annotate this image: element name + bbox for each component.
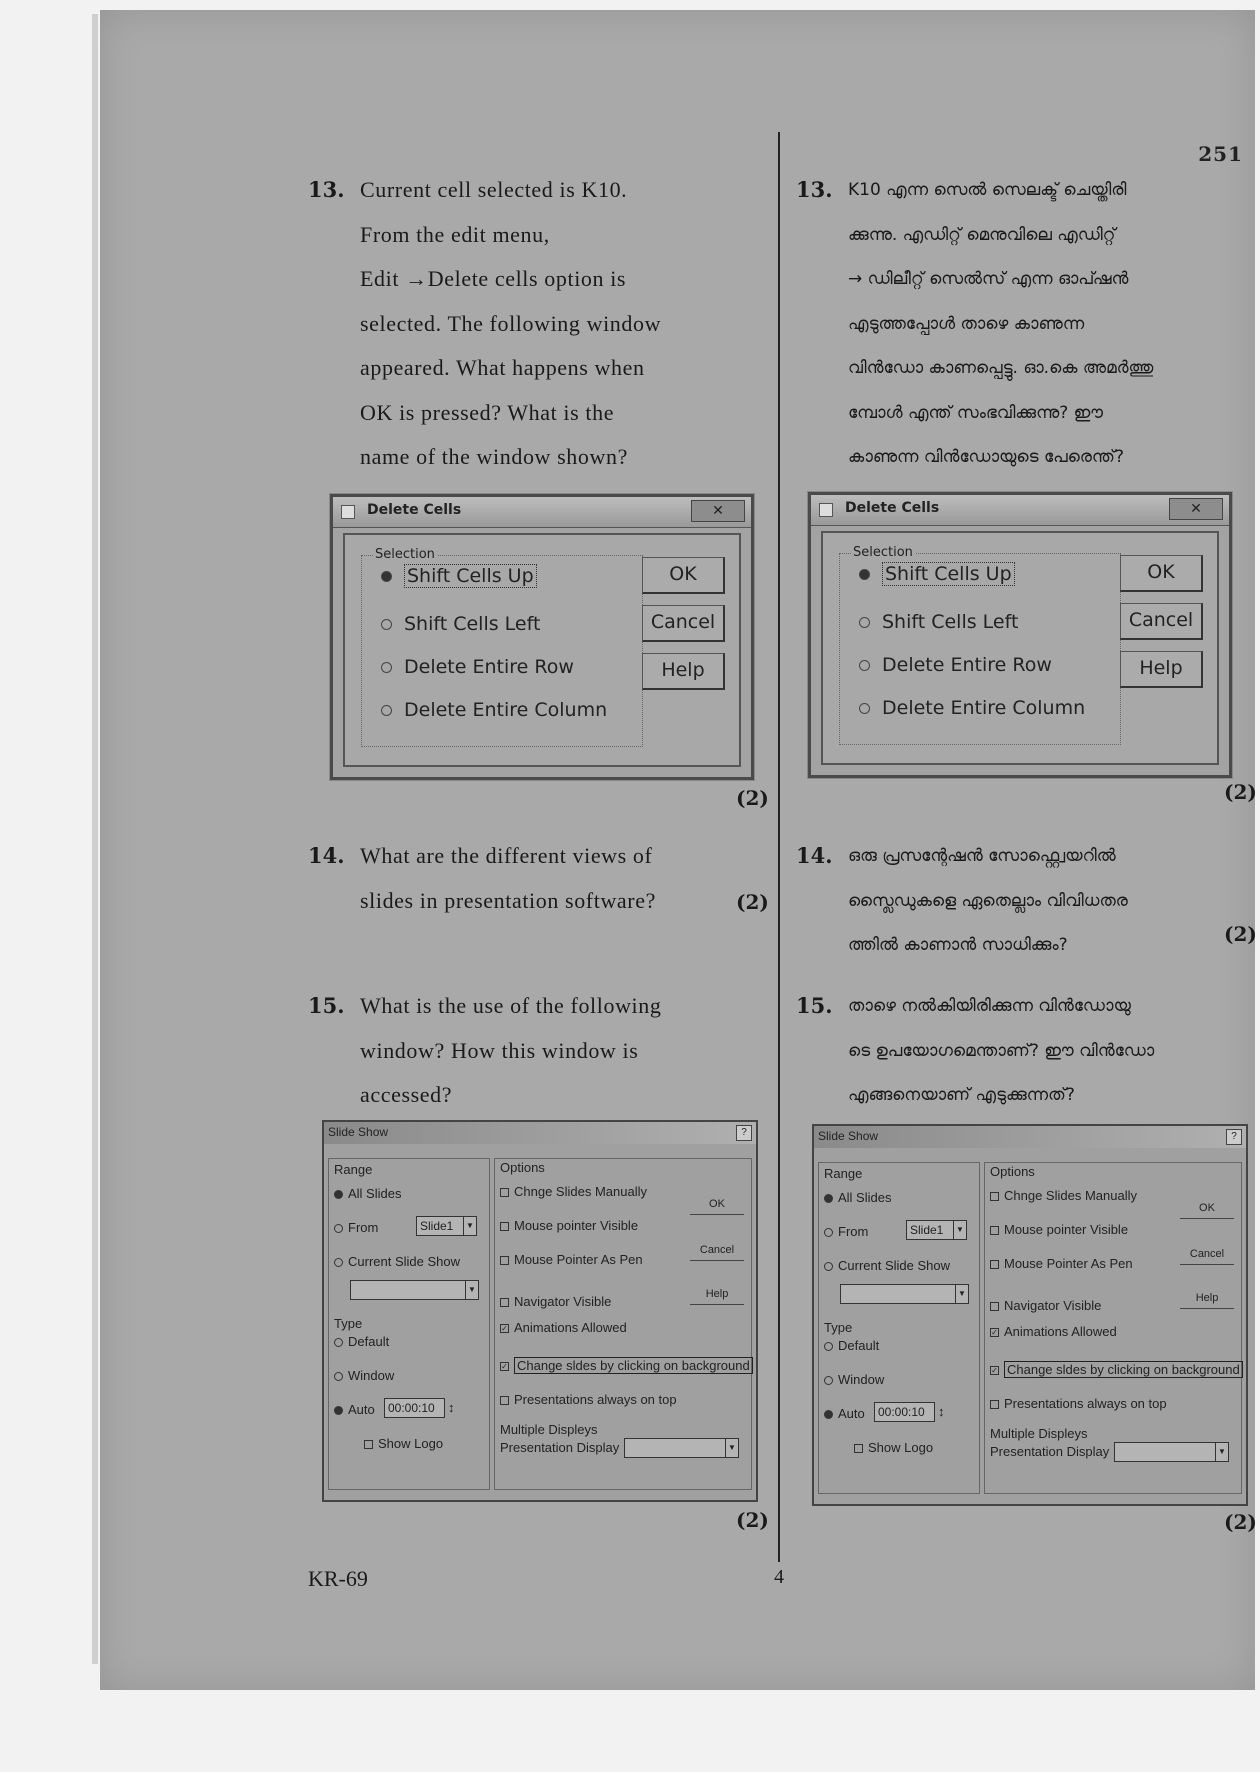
radio-icon[interactable] — [381, 705, 392, 716]
radio-selected-icon[interactable] — [859, 569, 870, 580]
dialog-body — [343, 533, 741, 767]
option-label: Shift Cells Up — [404, 564, 537, 588]
q15-line: window? How this window is — [360, 1037, 639, 1063]
option-label: Chnge Slides Manually — [1004, 1188, 1137, 1203]
option-shift-cells-left[interactable] — [859, 611, 1018, 633]
slide-show-dialog — [322, 1120, 758, 1502]
checkbox-icon[interactable] — [990, 1226, 999, 1235]
option-label: Delete Entire Column — [404, 699, 608, 721]
auto-time-value: 00:00:10 — [388, 1401, 435, 1415]
opt-animations[interactable] — [500, 1320, 627, 1335]
option-label: Mouse pointer Visible — [1004, 1222, 1129, 1237]
multiple-displays-label: Multiple Displeys — [990, 1426, 1088, 1441]
radio-icon[interactable] — [824, 1376, 833, 1385]
range-all-slides[interactable] — [334, 1186, 401, 1201]
chevron-down-icon[interactable]: ▼ — [463, 1217, 476, 1235]
option-label: Mouse pointer Visible — [514, 1218, 639, 1233]
question-number: 14. — [308, 843, 345, 868]
help-button[interactable]: Help — [690, 1284, 744, 1305]
from-value: Slide1 — [910, 1223, 944, 1237]
q13-marks-ml: (2) — [1224, 780, 1257, 804]
option-label: Animations Allowed — [514, 1320, 627, 1335]
ok-button[interactable]: OK — [642, 557, 725, 594]
range-from[interactable] — [824, 1224, 868, 1239]
question-number: 14. — [796, 843, 833, 868]
option-label: Default — [838, 1338, 880, 1353]
paper-code: KR-69 — [308, 1566, 368, 1591]
option-label: Default — [348, 1334, 390, 1349]
checkbox-icon[interactable] — [990, 1192, 999, 1201]
checkmark-icon[interactable]: ✓ — [501, 1362, 508, 1372]
opt-always-on-top[interactable] — [500, 1392, 677, 1407]
q13-line: Edit →Delete cells option is — [360, 266, 627, 291]
option-label: All Slides — [348, 1186, 402, 1201]
option-delete-entire-column[interactable] — [859, 697, 1085, 719]
range-label: Range — [334, 1162, 373, 1177]
q15-malayalam — [796, 984, 1206, 1118]
checkmark-icon[interactable]: ✓ — [991, 1366, 998, 1376]
ok-button[interactable]: OK — [1120, 555, 1203, 592]
q13-ml-line: വിൻഡോ കാണപ്പെട്ടു. ഓ.കെ അമർത്തു — [848, 358, 1154, 378]
radio-icon[interactable] — [381, 619, 392, 630]
q13-line: Current cell selected is K10. — [360, 177, 628, 202]
option-label: Window — [348, 1368, 395, 1383]
opt-mouse-pen[interactable] — [500, 1252, 643, 1267]
show-logo-checkbox[interactable] — [364, 1436, 443, 1451]
presentation-display-select[interactable] — [1114, 1442, 1229, 1462]
checkbox-icon[interactable] — [500, 1188, 509, 1197]
q13-ml-line: → ഡിലീറ്റ് സെൽസ് എന്ന ഓപ്ഷൻ — [848, 269, 1129, 289]
q13-line: OK is pressed? What is the — [360, 399, 615, 425]
opt-change-manually[interactable] — [500, 1184, 647, 1199]
q15-marks-ml: (2) — [1224, 1510, 1257, 1534]
dialog-title: Delete Cells — [845, 500, 940, 516]
from-select[interactable] — [416, 1216, 477, 1236]
dialog-title: Slide Show — [818, 1129, 879, 1143]
ok-button[interactable]: OK — [1180, 1198, 1234, 1219]
current-show-select[interactable] — [840, 1284, 969, 1304]
checkbox-icon[interactable] — [990, 1302, 999, 1311]
question-number: 13. — [796, 177, 833, 202]
type-default[interactable] — [824, 1338, 879, 1353]
auto-time-field[interactable] — [874, 1402, 935, 1422]
opt-always-on-top[interactable] — [990, 1396, 1167, 1411]
option-label: All Slides — [838, 1190, 892, 1205]
q14-english — [308, 834, 728, 923]
title-bar — [814, 1126, 1246, 1148]
window-icon — [341, 505, 355, 519]
checkmark-icon[interactable]: ✓ — [991, 1328, 998, 1338]
cancel-button[interactable]: Cancel — [1120, 603, 1203, 640]
q13-ml-line: കാണുന്ന വിൻഡോയുടെ പേരെന്ത്? — [848, 447, 1124, 467]
selection-label: Selection — [375, 547, 435, 562]
chevron-down-icon[interactable]: ▼ — [955, 1285, 968, 1303]
auto-time-value: 00:00:10 — [878, 1405, 925, 1419]
title-bar — [333, 497, 751, 528]
q15-ml-line: എങ്ങനെയാണ് എടുക്കുന്നത്? — [848, 1085, 1075, 1105]
option-label: Shift Cells Left — [404, 613, 541, 635]
q15-english — [308, 984, 728, 1118]
chevron-down-icon[interactable]: ▼ — [725, 1439, 738, 1457]
question-number: 15. — [308, 993, 345, 1018]
ok-button[interactable]: OK — [690, 1194, 744, 1215]
show-logo-checkbox[interactable] — [854, 1440, 933, 1455]
radio-selected-icon[interactable] — [334, 1190, 343, 1199]
option-label: Change sldes by clicking on background — [1004, 1361, 1243, 1378]
checkbox-icon[interactable] — [500, 1222, 509, 1231]
type-window[interactable] — [824, 1372, 884, 1387]
option-label: Delete Entire Row — [404, 656, 574, 678]
radio-icon[interactable] — [334, 1338, 343, 1347]
presentation-display-label: Presentation Display — [500, 1440, 620, 1455]
window-icon — [819, 503, 833, 517]
q13-marks: (2) — [736, 786, 769, 810]
option-label: Shift Cells Left — [882, 611, 1019, 633]
option-delete-entire-column[interactable] — [381, 699, 607, 721]
q13-line: From the edit menu, — [360, 221, 550, 247]
radio-selected-icon[interactable] — [824, 1410, 833, 1419]
radio-icon[interactable] — [859, 660, 870, 671]
range-all-slides[interactable] — [824, 1190, 891, 1205]
option-delete-entire-row[interactable] — [859, 654, 1052, 676]
q14-ml-line: സ്ലൈഡുകളെ ഏതെല്ലാം വിവിധതര — [848, 890, 1128, 911]
q13-line: appeared. What happens when — [360, 355, 645, 380]
checkbox-icon[interactable] — [990, 1260, 999, 1269]
radio-icon[interactable] — [859, 703, 870, 714]
radio-icon[interactable] — [334, 1372, 343, 1381]
option-label: Mouse Pointer As Pen — [514, 1252, 643, 1267]
options-label: Options — [500, 1160, 545, 1175]
opt-mouse-pen[interactable] — [990, 1256, 1133, 1271]
radio-selected-icon[interactable] — [381, 571, 392, 582]
q14-line: What are the different views of — [360, 843, 653, 868]
dialog-title: Slide Show — [328, 1125, 389, 1139]
close-icon[interactable]: ✕ — [691, 500, 745, 522]
presentation-display-select[interactable] — [624, 1438, 739, 1458]
presentation-display-label: Presentation Display — [990, 1444, 1110, 1459]
radio-icon[interactable] — [824, 1228, 833, 1237]
option-label: Current Slide Show — [838, 1258, 950, 1273]
q15-line: What is the use of the following — [360, 993, 662, 1018]
q13-malayalam — [796, 168, 1206, 480]
checkbox-icon[interactable] — [500, 1298, 509, 1307]
option-label: Delete Entire Row — [882, 654, 1052, 676]
checkmark-icon[interactable]: ✓ — [501, 1324, 508, 1334]
opt-change-manually[interactable] — [990, 1188, 1137, 1203]
option-label: Animations Allowed — [1004, 1324, 1117, 1339]
title-bar — [324, 1122, 756, 1144]
radio-icon[interactable] — [859, 617, 870, 628]
help-button[interactable]: Help — [642, 653, 725, 690]
auto-time-field[interactable] — [384, 1398, 445, 1418]
from-select[interactable] — [906, 1220, 967, 1240]
option-label: Shift Cells Up — [882, 562, 1015, 586]
type-label: Type — [824, 1320, 853, 1335]
multiple-displays-label: Multiple Displeys — [500, 1422, 598, 1437]
close-icon[interactable]: ✕ — [1169, 498, 1223, 520]
selection-label: Selection — [853, 545, 913, 560]
checkbox-icon[interactable] — [500, 1396, 509, 1405]
type-default[interactable] — [334, 1334, 389, 1349]
checkbox-icon[interactable] — [364, 1440, 373, 1449]
slide-show-dialog-ml — [812, 1124, 1248, 1506]
option-shift-cells-left[interactable] — [381, 613, 540, 635]
option-label: Window — [838, 1372, 885, 1387]
radio-selected-icon[interactable] — [824, 1194, 833, 1203]
opt-mouse-visible[interactable] — [500, 1218, 638, 1233]
q13-ml-line: ക്കുന്നു. എഡിറ്റ് മെനുവിലെ എഡിറ്റ് — [848, 224, 1116, 245]
from-value: Slide1 — [420, 1219, 454, 1233]
delete-cells-dialog-ml — [808, 492, 1232, 778]
option-label: Current Slide Show — [348, 1254, 460, 1269]
opt-navigator[interactable] — [990, 1298, 1101, 1313]
q15-marks: (2) — [736, 1508, 769, 1532]
q13-line: selected. The following window — [360, 310, 662, 336]
opt-mouse-visible[interactable] — [990, 1222, 1128, 1237]
range-current-slide-show[interactable] — [824, 1258, 950, 1273]
delete-cells-dialog — [330, 494, 754, 780]
footer-page-number: 4 — [774, 1566, 784, 1588]
q15-ml-line: ടെ ഉപയോഗമെന്താണ്? ഈ വിൻഡോ — [848, 1040, 1155, 1061]
option-label: Presentations always on top — [514, 1392, 677, 1407]
type-auto[interactable] — [334, 1402, 375, 1417]
option-label: Change sldes by clicking on background — [514, 1357, 753, 1374]
option-label: From — [838, 1224, 869, 1239]
help-icon[interactable]: ? — [736, 1125, 752, 1141]
column-divider — [778, 132, 780, 1562]
checkbox-icon[interactable] — [854, 1444, 863, 1453]
option-label: Show Logo — [378, 1436, 444, 1451]
option-shift-cells-up[interactable] — [859, 563, 1015, 585]
cancel-button[interactable]: Cancel — [690, 1240, 744, 1261]
help-icon[interactable]: ? — [1226, 1129, 1242, 1145]
q13-ml-line: മ്പോൾ എന്ത് സംഭവിക്കുന്നു? ഈ — [848, 402, 1104, 423]
current-show-select[interactable] — [350, 1280, 479, 1300]
cancel-button[interactable]: Cancel — [642, 605, 725, 642]
option-shift-cells-up[interactable] — [381, 565, 537, 587]
dialog-title: Delete Cells — [367, 502, 462, 518]
q14-marks: (2) — [736, 890, 769, 914]
type-label: Type — [334, 1316, 363, 1331]
q14-malayalam — [796, 834, 1206, 968]
q15-line: accessed? — [360, 1082, 453, 1107]
option-label: Chnge Slides Manually — [514, 1184, 647, 1199]
opt-change-on-click[interactable] — [990, 1362, 1243, 1377]
range-label: Range — [824, 1166, 863, 1181]
option-label: From — [348, 1220, 379, 1235]
chevron-down-icon[interactable]: ▼ — [465, 1281, 478, 1299]
q15-ml-line: താഴെ നൽകിയിരിക്കുന്ന വിൻഡോയു — [848, 996, 1131, 1016]
type-auto[interactable] — [824, 1406, 865, 1421]
radio-icon[interactable] — [334, 1258, 343, 1267]
q14-marks-ml: (2) — [1224, 922, 1257, 946]
option-label: Delete Entire Column — [882, 697, 1086, 719]
cancel-button[interactable]: Cancel — [1180, 1244, 1234, 1265]
question-number: 15. — [796, 993, 833, 1018]
question-number: 13. — [308, 177, 345, 202]
option-label: Auto — [838, 1406, 865, 1421]
spin-icon[interactable]: ↕ — [938, 1404, 945, 1419]
help-button[interactable]: Help — [1120, 651, 1203, 688]
radio-icon[interactable] — [381, 662, 392, 673]
q13-english — [308, 168, 728, 480]
q13-line: name of the window shown? — [360, 444, 628, 469]
option-delete-entire-row[interactable] — [381, 656, 574, 678]
q14-ml-line: ത്തിൽ കാണാൻ സാധിക്കും? — [848, 935, 1068, 955]
title-bar — [811, 495, 1229, 526]
q13-ml-line: എടുത്തപ്പോൾ താഴെ കാണുന്ന — [848, 313, 1085, 334]
range-current-slide-show[interactable] — [334, 1254, 460, 1269]
radio-selected-icon[interactable] — [334, 1406, 343, 1415]
opt-animations[interactable] — [990, 1324, 1117, 1339]
option-label: Navigator Visible — [514, 1294, 612, 1309]
option-label: Auto — [348, 1402, 375, 1417]
paper-edge — [92, 14, 98, 1664]
dialog-body — [821, 531, 1219, 765]
options-label: Options — [990, 1164, 1035, 1179]
opt-navigator[interactable] — [500, 1294, 611, 1309]
option-label: Presentations always on top — [1004, 1396, 1167, 1411]
q14-line: slides in presentation software? — [360, 887, 656, 913]
radio-icon[interactable] — [824, 1342, 833, 1351]
option-label: Show Logo — [868, 1440, 934, 1455]
chevron-down-icon[interactable]: ▼ — [953, 1221, 966, 1239]
q13-ml-line: K10 എന്ന സെൽ സെലക്ട് ചെയ്തിരി — [848, 180, 1127, 200]
spin-icon[interactable]: ↕ — [448, 1400, 455, 1415]
radio-icon[interactable] — [334, 1224, 343, 1233]
option-label: Navigator Visible — [1004, 1298, 1102, 1313]
help-button[interactable]: Help — [1180, 1288, 1234, 1309]
opt-change-on-click[interactable] — [500, 1358, 753, 1373]
q14-ml-line: ഒരു പ്രസന്റേഷൻ സോഫ്റ്റ്വെയറിൽ — [848, 846, 1116, 866]
checkbox-icon[interactable] — [500, 1256, 509, 1265]
option-label: Mouse Pointer As Pen — [1004, 1256, 1133, 1271]
type-window[interactable] — [334, 1368, 394, 1383]
radio-icon[interactable] — [824, 1262, 833, 1271]
checkbox-icon[interactable] — [990, 1400, 999, 1409]
page-number: 251 — [1198, 142, 1243, 166]
chevron-down-icon[interactable]: ▼ — [1215, 1443, 1228, 1461]
range-from[interactable] — [334, 1220, 378, 1235]
